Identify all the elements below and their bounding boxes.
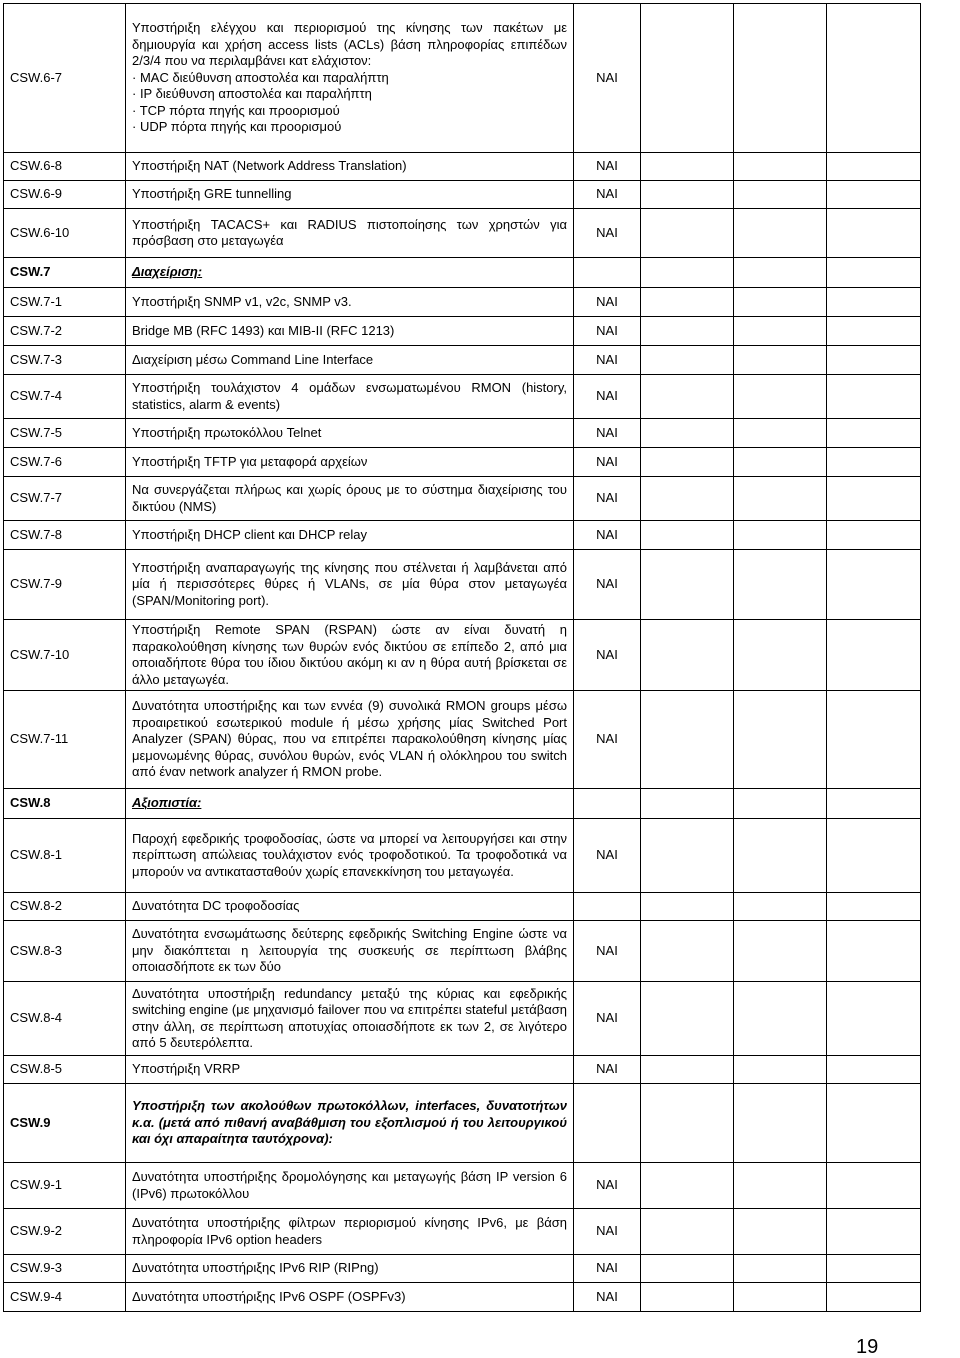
requirement-description: Bridge MB (RFC 1493) και MIB-II (RFC 1213) [126, 317, 574, 346]
empty-cell [827, 419, 921, 448]
empty-cell [641, 258, 734, 288]
requirement-code: CSW.8 [4, 789, 126, 819]
table-row [4, 477, 921, 521]
empty-cell [641, 477, 734, 521]
section-heading: Διαχείριση: [126, 258, 574, 288]
table-row [4, 521, 921, 550]
compliance-answer: ΝΑΙ [574, 819, 641, 893]
empty-cell [827, 375, 921, 419]
requirement-description: Υποστήριξη TACACS+ και RADIUS πιστοποίησης των χρηστών για πρόσβαση στο μεταγωγέα [126, 209, 574, 258]
empty-cell [734, 921, 827, 982]
requirement-description: Υποστήριξη πρωτοκόλλου Telnet [126, 419, 574, 448]
empty-cell [827, 691, 921, 789]
empty-cell [641, 921, 734, 982]
compliance-answer: ΝΑΙ [574, 448, 641, 477]
requirement-description: Να συνεργάζεται πλήρως και χωρίς όρους με το σύστημα διαχείρισης του δικτύου (NMS) [126, 477, 574, 521]
requirement-description: Δυνατότητα υποστήριξης δρομολόγησης και μεταγωγής βάση IP version 6 (IPv6) πρωτοκόλλου [126, 1163, 574, 1209]
requirement-code: CSW.7-5 [4, 419, 126, 448]
empty-cell [734, 620, 827, 691]
empty-cell [827, 448, 921, 477]
empty-cell [641, 550, 734, 620]
requirement-code: CSW.9-4 [4, 1283, 126, 1312]
empty-cell [641, 288, 734, 317]
requirement-code: CSW.8-1 [4, 819, 126, 893]
empty-cell [734, 1209, 827, 1255]
compliance-answer: ΝΑΙ [574, 921, 641, 982]
requirement-code: CSW.7 [4, 258, 126, 288]
requirement-description: Δυνατότητα DC τροφοδοσίας [126, 893, 574, 921]
requirement-code: CSW.7-10 [4, 620, 126, 691]
compliance-answer: ΝΑΙ [574, 982, 641, 1056]
requirement-code: CSW.7-3 [4, 346, 126, 375]
empty-cell [641, 1056, 734, 1084]
empty-cell [641, 819, 734, 893]
empty-cell [641, 620, 734, 691]
requirement-code: CSW.9 [4, 1084, 126, 1163]
table-row [4, 1056, 921, 1084]
empty-cell [734, 1056, 827, 1084]
requirement-description: Δυνατότητα υποστήριξης IPv6 RIP (RIPng) [126, 1255, 574, 1283]
description-line: · TCP πόρτα πηγής και προορισμού [132, 102, 340, 118]
page-number: 19 [856, 1336, 879, 1358]
empty-cell [827, 789, 921, 819]
table-row [4, 375, 921, 419]
empty-cell [641, 789, 734, 819]
compliance-answer: ΝΑΙ [574, 317, 641, 346]
description-line: Υποστήριξη ελέγχου και περιορισμού της κίνησης των πακέτων με δημιουργία και χρήση access lists (ACLs) βάση πληροφορίας επιπέδων 2/3/4 που να περιλαμβάνει κατ ελάχιστον: [132, 20, 567, 69]
description-line: · MAC διεύθυνση αποστολέα και παραλήπτη [132, 69, 389, 85]
empty-cell [641, 317, 734, 346]
empty-cell [827, 153, 921, 181]
table-row [4, 153, 921, 181]
empty-cell [827, 317, 921, 346]
empty-cell [641, 982, 734, 1056]
empty-cell [734, 893, 827, 921]
empty-cell [641, 1084, 734, 1163]
empty-cell [827, 4, 921, 153]
empty-cell [641, 1255, 734, 1283]
requirements-table [3, 3, 921, 1312]
requirement-description: Υποστήριξη VRRP [126, 1056, 574, 1084]
requirement-description: Δυνατότητα υποστήριξης φίλτρων περιορισμού κίνησης IPv6, με βάση πληροφορία IPv6 option headers [126, 1209, 574, 1255]
requirement-code: CSW.6-10 [4, 209, 126, 258]
empty-cell [641, 691, 734, 789]
requirement-description: Δυνατότητα υποστήριξης IPv6 OSPF (OSPFv3) [126, 1283, 574, 1312]
empty-cell [641, 893, 734, 921]
requirement-description: Υποστήριξη DHCP client και DHCP relay [126, 521, 574, 550]
table-row [4, 982, 921, 1056]
requirement-description: Δυνατότητα υποστήριξης και των εννέα (9) συνολικά RMON groups μέσω προαιρετικού εσωτερικού module ή μέσω χρήσης μίας Switched Port Analyzer (SPAN) θύρας, που να επιτρέπει παρακολούθηση κίνησης μίας μεμονωμένης θύρας, συνόλου θυρών, ενός VLAN ή ολόκληρου του switch από έναν network analyzer ή RMON probe. [126, 691, 574, 789]
requirement-code: CSW.7-8 [4, 521, 126, 550]
table-row [4, 620, 921, 691]
empty-cell [827, 477, 921, 521]
empty-cell [734, 789, 827, 819]
requirement-description: Υποστήριξη τουλάχιστον 4 ομάδων ενσωματωμένου RMON (history, statistics, alarm & events) [126, 375, 574, 419]
empty-cell [734, 982, 827, 1056]
empty-cell [734, 419, 827, 448]
compliance-answer: ΝΑΙ [574, 1209, 641, 1255]
empty-cell [827, 181, 921, 209]
table-row [4, 346, 921, 375]
table-row [4, 288, 921, 317]
empty-cell [734, 288, 827, 317]
empty-cell [734, 477, 827, 521]
compliance-answer: ΝΑΙ [574, 288, 641, 317]
empty-cell [734, 375, 827, 419]
table-row [4, 1163, 921, 1209]
table-row [4, 921, 921, 982]
empty-cell [641, 209, 734, 258]
compliance-answer: ΝΑΙ [574, 1255, 641, 1283]
empty-cell [827, 921, 921, 982]
table-row [4, 317, 921, 346]
empty-cell [641, 181, 734, 209]
requirement-description [126, 4, 574, 153]
compliance-answer: ΝΑΙ [574, 1163, 641, 1209]
empty-cell [734, 1163, 827, 1209]
requirements-table-body [4, 4, 921, 1312]
empty-cell [734, 448, 827, 477]
compliance-answer [574, 893, 641, 921]
empty-cell [734, 1283, 827, 1312]
compliance-answer [574, 789, 641, 819]
table-row [4, 893, 921, 921]
compliance-answer: ΝΑΙ [574, 691, 641, 789]
requirement-code: CSW.9-3 [4, 1255, 126, 1283]
requirement-code: CSW.7-4 [4, 375, 126, 419]
table-row [4, 1255, 921, 1283]
compliance-answer: ΝΑΙ [574, 419, 641, 448]
empty-cell [641, 521, 734, 550]
empty-cell [641, 1283, 734, 1312]
requirement-code: CSW.7-2 [4, 317, 126, 346]
table-row [4, 691, 921, 789]
compliance-answer [574, 258, 641, 288]
empty-cell [734, 209, 827, 258]
requirement-description: Δυνατότητα υποστήριξη redundancy μεταξύ της κύριας και εφεδρικής switching engine (με μηχανισμό failover που να επιτρέπει stateful μετάβαση στην άλλη, σε περίπτωση αποτυχίας οποιασδήποτε εκ των 2, σε λιγότερο από 5 δευτερόλεπτα. [126, 982, 574, 1056]
compliance-answer: ΝΑΙ [574, 346, 641, 375]
empty-cell [734, 691, 827, 789]
requirement-description: Υποστήριξη NAT (Network Address Translation) [126, 153, 574, 181]
compliance-answer: ΝΑΙ [574, 477, 641, 521]
empty-cell [734, 153, 827, 181]
requirement-code: CSW.9-2 [4, 1209, 126, 1255]
compliance-answer: ΝΑΙ [574, 620, 641, 691]
empty-cell [827, 1255, 921, 1283]
empty-cell [827, 258, 921, 288]
compliance-answer: ΝΑΙ [574, 375, 641, 419]
compliance-answer: ΝΑΙ [574, 153, 641, 181]
compliance-answer: ΝΑΙ [574, 1283, 641, 1312]
requirement-code: CSW.8-5 [4, 1056, 126, 1084]
table-row [4, 1283, 921, 1312]
table-row [4, 550, 921, 620]
empty-cell [641, 1209, 734, 1255]
requirement-code: CSW.7-6 [4, 448, 126, 477]
compliance-answer: ΝΑΙ [574, 521, 641, 550]
empty-cell [734, 819, 827, 893]
empty-cell [827, 550, 921, 620]
empty-cell [641, 448, 734, 477]
requirement-code: CSW.6-7 [4, 4, 126, 153]
compliance-answer: ΝΑΙ [574, 1056, 641, 1084]
empty-cell [827, 209, 921, 258]
table-row [4, 819, 921, 893]
empty-cell [827, 982, 921, 1056]
description-line: · UDP πόρτα πηγής και προορισμού [132, 119, 342, 135]
empty-cell [827, 893, 921, 921]
requirement-description: Διαχείριση μέσω Command Line Interface [126, 346, 574, 375]
section-row [4, 789, 921, 819]
compliance-answer: ΝΑΙ [574, 4, 641, 153]
empty-cell [827, 1209, 921, 1255]
requirement-description: Δυνατότητα ενσωμάτωσης δεύτερης εφεδρικής Switching Engine ώστε να μην διακόπτεται η λειτουργία της συσκευής σε περίπτωση βλάβης οποιασδήποτε εκ των δύο [126, 921, 574, 982]
requirement-code: CSW.8-4 [4, 982, 126, 1056]
requirement-code: CSW.8-2 [4, 893, 126, 921]
section-row [4, 258, 921, 288]
table-row [4, 1209, 921, 1255]
requirement-description: Υποστήριξη αναπαραγωγής της κίνησης που στέλνεται ή λαμβάνεται από μία ή περισσότερες θύρες ή VLANs, σε μία θύρα στον μεταγωγέα (SPAN/Monitoring port). [126, 550, 574, 620]
table-row [4, 448, 921, 477]
empty-cell [827, 1163, 921, 1209]
empty-cell [734, 317, 827, 346]
empty-cell [641, 1163, 734, 1209]
requirement-code: CSW.7-11 [4, 691, 126, 789]
empty-cell [827, 346, 921, 375]
requirement-code: CSW.6-8 [4, 153, 126, 181]
requirement-description: Υποστήριξη GRE tunnelling [126, 181, 574, 209]
compliance-answer [574, 1084, 641, 1163]
empty-cell [641, 375, 734, 419]
table-row [4, 209, 921, 258]
requirement-description: Υποστήριξη TFTP για μεταφορά αρχείων [126, 448, 574, 477]
empty-cell [827, 819, 921, 893]
requirement-description: Υποστήριξη Remote SPAN (RSPAN) ώστε αν είναι δυνατή η παρακολούθηση κίνησης των θυρών ενός δικτύου σε επίπεδο 2, από μια οποιαδήποτε θύρα του ίδιου δικτύου ακόμη κι αν η θύρα αυτή βρίσκεται σε άλλο μεταγωγέα. [126, 620, 574, 691]
empty-cell [641, 419, 734, 448]
empty-cell [734, 346, 827, 375]
section-row [4, 1084, 921, 1163]
requirement-code: CSW.7-1 [4, 288, 126, 317]
table-row [4, 419, 921, 448]
empty-cell [734, 550, 827, 620]
compliance-answer: ΝΑΙ [574, 181, 641, 209]
requirement-description: Υποστήριξη SNMP v1, v2c, SNMP v3. [126, 288, 574, 317]
empty-cell [734, 181, 827, 209]
empty-cell [641, 153, 734, 181]
empty-cell [734, 1084, 827, 1163]
requirement-code: CSW.7-9 [4, 550, 126, 620]
empty-cell [827, 1084, 921, 1163]
empty-cell [827, 620, 921, 691]
section-heading: Υποστήριξη των ακολούθων πρωτοκόλλων, interfaces, δυνατοτήτων κ.α. (μετά από πιθανή αναβάθμιση του εξοπλισμού ή του λειτουργικού και όχι απαραίτητα ταυτόχρονα): [126, 1084, 574, 1163]
empty-cell [734, 4, 827, 153]
table-row [4, 4, 921, 153]
requirement-code: CSW.6-9 [4, 181, 126, 209]
empty-cell [734, 521, 827, 550]
requirement-code: CSW.7-7 [4, 477, 126, 521]
compliance-answer: ΝΑΙ [574, 550, 641, 620]
empty-cell [827, 1283, 921, 1312]
empty-cell [734, 1255, 827, 1283]
section-heading: Αξιοπιστία: [126, 789, 574, 819]
empty-cell [641, 346, 734, 375]
empty-cell [827, 288, 921, 317]
description-line: · IP διεύθυνση αποστολέα και παραλήπτη [132, 86, 372, 102]
table-row [4, 181, 921, 209]
requirement-code: CSW.8-3 [4, 921, 126, 982]
requirement-code: CSW.9-1 [4, 1163, 126, 1209]
requirement-description: Παροχή εφεδρικής τροφοδοσίας, ώστε να μπορεί να λειτουργήσει και στην περίπτωση απώλειας τουλάχιστον ενός τροφοδοτικού. Τα τροφοδοτικά να μπορούν να αντικατασταθούν χωρίς επανεκκίνηση του μεταγωγέα. [126, 819, 574, 893]
empty-cell [827, 1056, 921, 1084]
empty-cell [641, 4, 734, 153]
empty-cell [734, 258, 827, 288]
compliance-answer: ΝΑΙ [574, 209, 641, 258]
empty-cell [827, 521, 921, 550]
